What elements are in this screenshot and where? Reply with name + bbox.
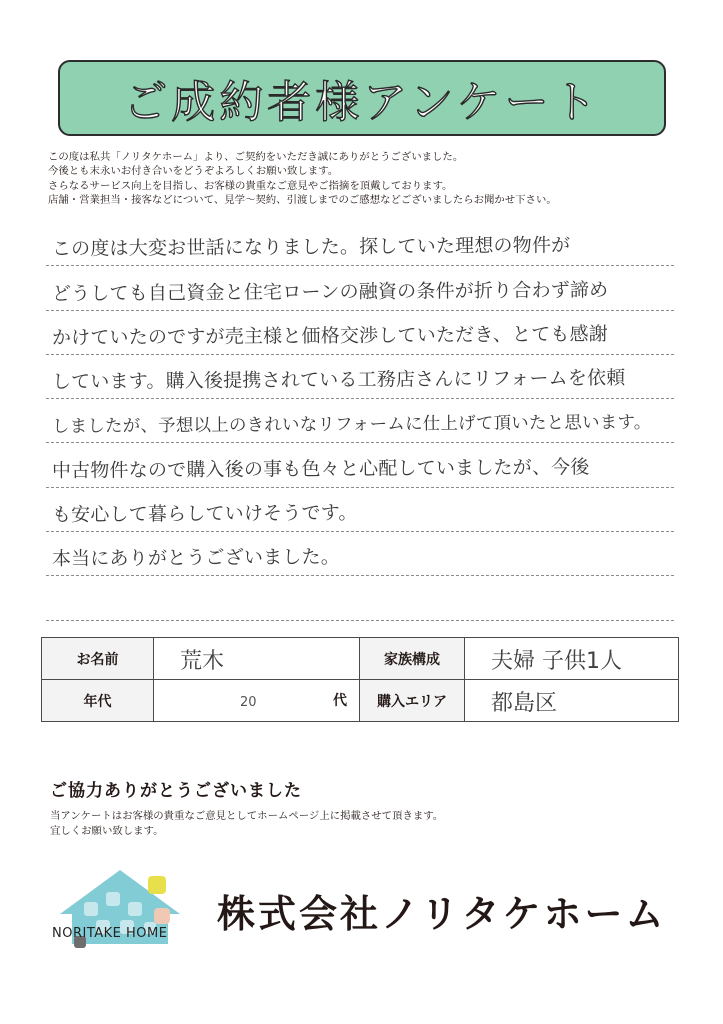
handwritten-comment: 本当にありがとうございました。 (51, 546, 341, 571)
handwritten-comment: この度は大変お世話になりました。探していた理想の物件が (51, 234, 571, 261)
comment-line (46, 488, 674, 532)
thanks-line: 当アンケートはお客様の貴重なご意見としてホームページ上に掲載させて頂きます。 (50, 810, 444, 822)
comment-line (46, 222, 674, 266)
customer-info-table (41, 637, 679, 722)
intro-line: 今後とも末永いお付き合いをどうぞよろしくお願い致します。 (48, 165, 339, 178)
logo-text: NORITAKE HOME (52, 926, 168, 941)
company-name: 株式会社ノリタケホーム (217, 891, 667, 936)
age-suffix: 代 (333, 693, 347, 709)
handwritten-comment: 中古物件なので購入後の事も色々と心配していましたが、今後 (51, 456, 590, 482)
area-label: 購入エリア (360, 680, 465, 722)
comment-line (46, 355, 674, 399)
intro-line: 店舗・営業担当・接客などについて、見学〜契約、引渡しまでのご感想などございましたらお聞かせ下さい。 (48, 194, 557, 207)
area-value-cell (465, 680, 679, 722)
comment-area (46, 222, 674, 621)
page-title: ご成約者様アンケート (123, 77, 601, 128)
title-banner (58, 60, 666, 136)
comment-line (46, 576, 674, 620)
handwritten-comment: しましたが、予想以上のきれいなリフォームに仕上げて頂いたと思います。 (51, 413, 652, 438)
handwritten-comment: かけていたのですが売主様と価格交渉していただき、とても感謝 (51, 323, 609, 349)
thanks-line: 宜しくお願い致します。 (50, 824, 164, 837)
area-value: 都島区 (491, 691, 558, 716)
table-row (42, 680, 679, 722)
family-value: 夫婦 子供1人 (491, 649, 622, 674)
thanks-body (50, 809, 443, 839)
intro-line: さらなるサービス向上を目指し、お客様の貴重なご意見やご指摘を頂戴しております。 (48, 179, 453, 192)
comment-line (46, 443, 674, 487)
age-value-cell (154, 680, 360, 722)
age-value: 20 (240, 695, 257, 710)
thanks-title: ご協力ありがとうございました (50, 781, 302, 801)
family-value-cell (465, 638, 679, 680)
comment-line (46, 532, 674, 576)
comment-line (46, 311, 674, 355)
family-label: 家族構成 (360, 638, 465, 680)
table-row (42, 638, 679, 680)
comment-line (46, 266, 674, 310)
comment-line (46, 399, 674, 443)
name-label: お名前 (42, 638, 154, 680)
handwritten-comment: も安心して暮らしていけそうです。 (51, 501, 358, 527)
intro-text (48, 150, 698, 208)
handwritten-comment: どうしても自己資金と住宅ローンの融資の条件が折り合わず諦め (51, 278, 609, 305)
intro-line: この度は私共「ノリタケホーム」より、ご契約をいただき誠にありがとうございました。 (48, 151, 464, 163)
age-label: 年代 (42, 680, 154, 722)
name-value: 荒木 (180, 649, 225, 674)
handwritten-comment: しています。購入後提携されている工務店さんにリフォームを依頼 (51, 367, 626, 394)
name-value-cell (154, 638, 360, 680)
